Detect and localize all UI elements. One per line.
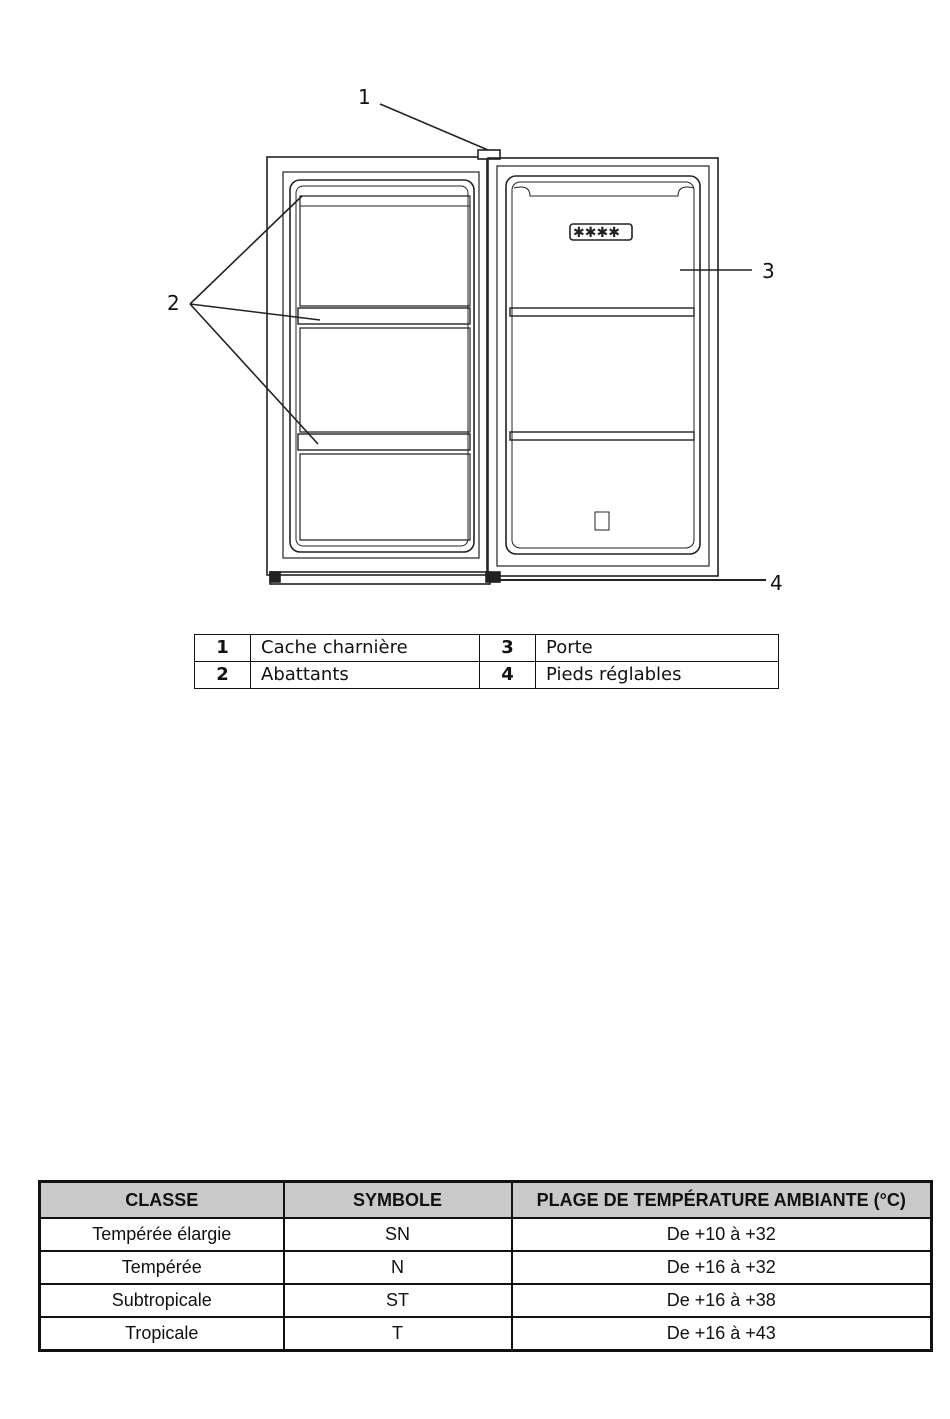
table-row: [195, 662, 779, 689]
door-shelf-2: [510, 432, 694, 440]
cabinet-inner-frame: [283, 172, 479, 558]
part-label: Pieds réglables: [536, 662, 779, 689]
part-label: Cache charnière: [251, 635, 480, 662]
parts-legend-table: [194, 634, 779, 689]
header-symbole: SYMBOLE: [284, 1182, 512, 1219]
climate-class-table: [38, 1180, 933, 1352]
svg-text:✱✱✱✱: ✱✱✱✱: [573, 225, 620, 241]
flap-1: [298, 308, 470, 324]
cabinet-liner: [290, 180, 474, 552]
callout-line-1: [380, 104, 488, 150]
part-number: 3: [480, 635, 536, 662]
part-number: 1: [195, 635, 251, 662]
header-classe: CLASSE: [40, 1182, 284, 1219]
table-row: [40, 1284, 932, 1317]
range-cell: De +16 à +43: [512, 1317, 932, 1351]
class-cell: Tempérée: [40, 1251, 284, 1284]
door-shelf-1: [510, 308, 694, 316]
table-row: [40, 1218, 932, 1251]
range-cell: De +10 à +32: [512, 1218, 932, 1251]
class-cell: Tropicale: [40, 1317, 284, 1351]
freezer-diagram: [0, 0, 950, 620]
table-row: [40, 1251, 932, 1284]
part-label: Abattants: [251, 662, 480, 689]
callout-line-2c: [190, 304, 318, 444]
symbol-cell: N: [284, 1251, 512, 1284]
callout-3: 3: [762, 259, 775, 283]
table-header-row: [40, 1182, 932, 1219]
table-row: [195, 635, 779, 662]
callout-line-2a: [190, 196, 302, 304]
part-label: Porte: [536, 635, 779, 662]
door-label: [595, 512, 609, 530]
class-cell: Subtropicale: [40, 1284, 284, 1317]
symbol-cell: ST: [284, 1284, 512, 1317]
symbol-cell: T: [284, 1317, 512, 1351]
callout-1: 1: [358, 85, 371, 109]
range-cell: De +16 à +38: [512, 1284, 932, 1317]
callout-4: 4: [770, 571, 783, 595]
class-cell: Tempérée élargie: [40, 1218, 284, 1251]
cabinet-base: [270, 572, 490, 584]
symbol-cell: SN: [284, 1218, 512, 1251]
flap-2: [298, 434, 470, 450]
table-row: [40, 1317, 932, 1351]
header-plage: PLAGE DE TEMPÉRATURE AMBIANTE (°C): [512, 1182, 932, 1219]
door-outline: [488, 158, 718, 576]
part-number: 2: [195, 662, 251, 689]
range-cell: De +16 à +32: [512, 1251, 932, 1284]
callout-2: 2: [167, 291, 180, 315]
part-number: 4: [480, 662, 536, 689]
